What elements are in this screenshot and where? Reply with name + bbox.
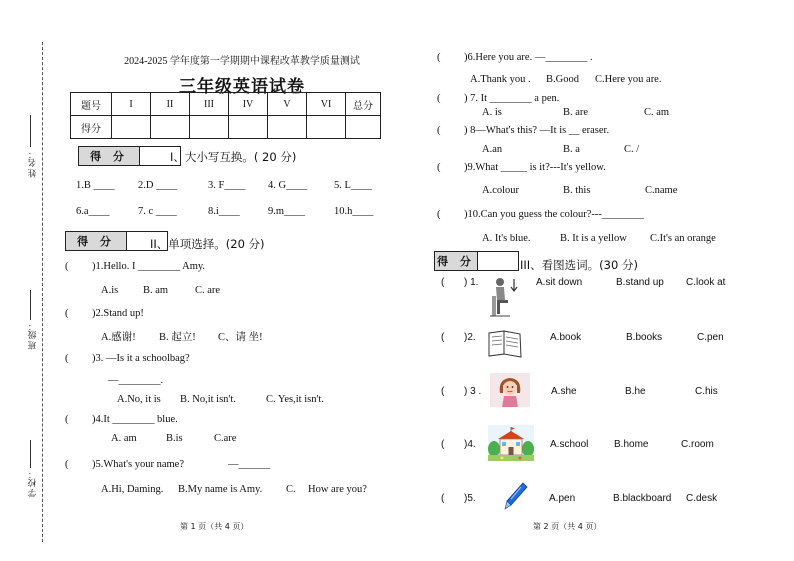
letter-item[interactable]: 6.a____ <box>76 206 110 217</box>
section-2-title: II、单项选择。(20 分) <box>150 237 265 251</box>
option[interactable]: A.book <box>550 332 582 343</box>
option[interactable]: C. <box>286 484 296 495</box>
score-box-blank[interactable] <box>478 252 518 270</box>
option[interactable]: B.blackboard <box>613 493 672 504</box>
option[interactable]: C.name <box>645 185 678 196</box>
option[interactable]: A.she <box>551 386 577 397</box>
option[interactable]: A.pen <box>549 493 576 504</box>
letter-item[interactable]: 1.B ____ <box>76 180 115 191</box>
score-box-label: 得 分 <box>66 232 127 250</box>
question-number: ) 3 . <box>464 386 482 397</box>
option[interactable]: B. a <box>563 144 580 155</box>
name-label: 姓 名： <box>27 150 37 178</box>
question-stem: )9.What _____ is it?---It's yellow. <box>464 162 606 173</box>
section-3-title: III、看图选词。(30 分) <box>520 258 638 272</box>
option[interactable]: B.My name is Amy. <box>178 484 263 495</box>
answer-paren[interactable]: ( <box>441 277 445 288</box>
option[interactable]: C.It's an orange <box>650 233 716 244</box>
score-table-cell: III <box>190 93 229 116</box>
school-line <box>30 440 31 468</box>
question-stem: ) 7. It ________ a pen. <box>464 93 560 104</box>
score-input-cell[interactable] <box>307 116 346 139</box>
score-table-cell: 得分 <box>71 116 112 139</box>
option[interactable]: B.is <box>166 433 183 444</box>
letter-item[interactable]: 9.m____ <box>268 206 306 217</box>
exam-line: 2024-2025 学年度第一学期期中课程改革教学质量测试 <box>124 56 360 67</box>
question-stem: )10.Can you guess the colour?---________ <box>464 209 644 220</box>
answer-paren[interactable]: ( <box>65 414 69 425</box>
class-label: 班 级： <box>27 322 37 350</box>
option[interactable]: A.No, it is <box>117 394 161 405</box>
question-stem: )2.Stand up! <box>92 308 144 319</box>
school-icon <box>488 425 534 461</box>
option[interactable]: C.desk <box>686 493 718 504</box>
letter-item[interactable]: 5. L____ <box>334 180 372 191</box>
answer-paren[interactable]: ( <box>65 308 69 319</box>
score-box-label: 得 分 <box>79 147 140 165</box>
answer-paren[interactable]: ( <box>437 125 441 136</box>
option[interactable]: A.colour <box>482 185 520 196</box>
option[interactable]: A.is <box>101 285 119 296</box>
score-table-cell: VI <box>307 93 346 116</box>
answer-paren[interactable]: ( <box>441 493 445 504</box>
question-number: )5. <box>464 493 476 504</box>
score-table <box>70 92 381 139</box>
score-input-cell[interactable] <box>346 116 381 139</box>
pen-icon <box>503 481 529 511</box>
score-box <box>434 251 519 271</box>
score-table-cell: I <box>112 93 151 116</box>
question-stem: )6.Here you are. —________ . <box>464 52 593 63</box>
answer-paren[interactable]: ( <box>441 332 445 343</box>
letter-item[interactable]: 3. F____ <box>208 180 246 191</box>
option[interactable]: C.look at <box>686 277 726 288</box>
score-table-cell: 题号 <box>71 93 112 116</box>
question-stem: )4.It ________ blue. <box>92 414 178 425</box>
option[interactable]: C.pen <box>697 332 724 343</box>
answer-paren[interactable]: ( <box>441 386 445 397</box>
person-sitting-icon <box>486 276 520 318</box>
option[interactable]: A.Thank you . <box>470 74 531 85</box>
option[interactable]: B.home <box>614 439 649 450</box>
score-input-cell[interactable] <box>268 116 307 139</box>
option[interactable]: C. Yes,it isn't. <box>266 394 324 405</box>
option[interactable]: A.sit down <box>536 277 583 288</box>
question-number: ) 1. <box>464 277 479 288</box>
book-icon <box>487 327 523 359</box>
score-input-cell[interactable] <box>112 116 151 139</box>
score-input-cell[interactable] <box>151 116 190 139</box>
question-number: )4. <box>464 439 476 450</box>
answer-paren[interactable]: ( <box>65 261 69 272</box>
option[interactable]: C.are <box>214 433 237 444</box>
option[interactable]: A. It's blue. <box>482 233 531 244</box>
score-table-score-row <box>71 116 381 139</box>
option[interactable]: B.he <box>625 386 646 397</box>
question-sub[interactable]: —________. <box>108 375 164 386</box>
option[interactable]: C.his <box>695 386 718 397</box>
score-input-cell[interactable] <box>229 116 268 139</box>
question-sub[interactable]: —______ <box>228 459 270 470</box>
girl-icon <box>490 373 530 407</box>
page-title: 三年级英语试卷 <box>179 77 305 97</box>
option[interactable]: B.stand up <box>616 277 664 288</box>
option[interactable]: B. It is a yellow <box>560 233 627 244</box>
letter-item[interactable]: 2.D ____ <box>138 180 178 191</box>
answer-paren[interactable]: ( <box>437 93 441 104</box>
option[interactable]: B. No,it isn't. <box>180 394 236 405</box>
binding-dashed-line <box>42 42 43 542</box>
option[interactable]: C. am <box>644 107 670 118</box>
option[interactable]: C.room <box>681 439 714 450</box>
school-label: 学 校： <box>27 470 37 498</box>
score-table-cell: II <box>151 93 190 116</box>
option[interactable]: A.an <box>482 144 503 155</box>
score-table-cell: IV <box>229 93 268 116</box>
page-number-right: 第 2 页（共 4 页） <box>533 522 602 531</box>
option[interactable]: B. this <box>563 185 591 196</box>
question-stem: )5.What's your name? <box>92 459 184 470</box>
question-number: )2. <box>464 332 476 343</box>
page-number-left: 第 1 页（共 4 页） <box>180 522 249 531</box>
letter-item[interactable]: 10.h____ <box>334 206 374 217</box>
answer-paren[interactable]: ( <box>441 439 445 450</box>
question-stem: ) 8—What's this? —It is __ eraser. <box>464 125 610 136</box>
section-1-title: I、大小写互换。( 20 分) <box>170 150 297 164</box>
option[interactable]: C、请 坐! <box>218 332 263 343</box>
option[interactable]: How are you? <box>308 484 367 495</box>
question-stem: )1.Hello. I ________ Amy. <box>92 261 206 272</box>
option[interactable]: A. am <box>111 433 137 444</box>
option[interactable]: A.感谢! <box>101 332 136 343</box>
option[interactable]: A. is <box>482 107 502 118</box>
question-stem: )3. —Is it a schoolbag? <box>92 353 190 364</box>
option[interactable]: A.Hi, Daming. <box>101 484 164 495</box>
option[interactable]: C. / <box>624 144 640 155</box>
letter-item[interactable]: 8.i____ <box>208 206 240 217</box>
answer-paren[interactable]: ( <box>65 353 69 364</box>
name-line <box>30 115 31 147</box>
score-box-label: 得 分 <box>435 252 478 270</box>
score-table-cell: 总分 <box>346 93 381 116</box>
answer-paren[interactable]: ( <box>65 459 69 470</box>
score-box <box>78 146 181 166</box>
score-table-header-row <box>71 93 381 116</box>
option[interactable]: B. 起立! <box>159 332 196 343</box>
option[interactable]: C.Here you are. <box>595 74 662 85</box>
option[interactable]: C. are <box>195 285 221 296</box>
class-line <box>30 290 31 320</box>
option[interactable]: B. are <box>563 107 589 118</box>
option[interactable]: B.books <box>626 332 663 343</box>
option[interactable]: B.Good <box>546 74 579 85</box>
option[interactable]: A.school <box>550 439 589 450</box>
letter-item[interactable]: 7. c ____ <box>138 206 177 217</box>
letter-item[interactable]: 4. G____ <box>268 180 308 191</box>
option[interactable]: B. am <box>143 285 169 296</box>
answer-paren[interactable]: ( <box>437 162 441 173</box>
score-table-cell: V <box>268 93 307 116</box>
answer-paren[interactable]: ( <box>437 52 441 63</box>
score-input-cell[interactable] <box>190 116 229 139</box>
answer-paren[interactable]: ( <box>437 209 441 220</box>
